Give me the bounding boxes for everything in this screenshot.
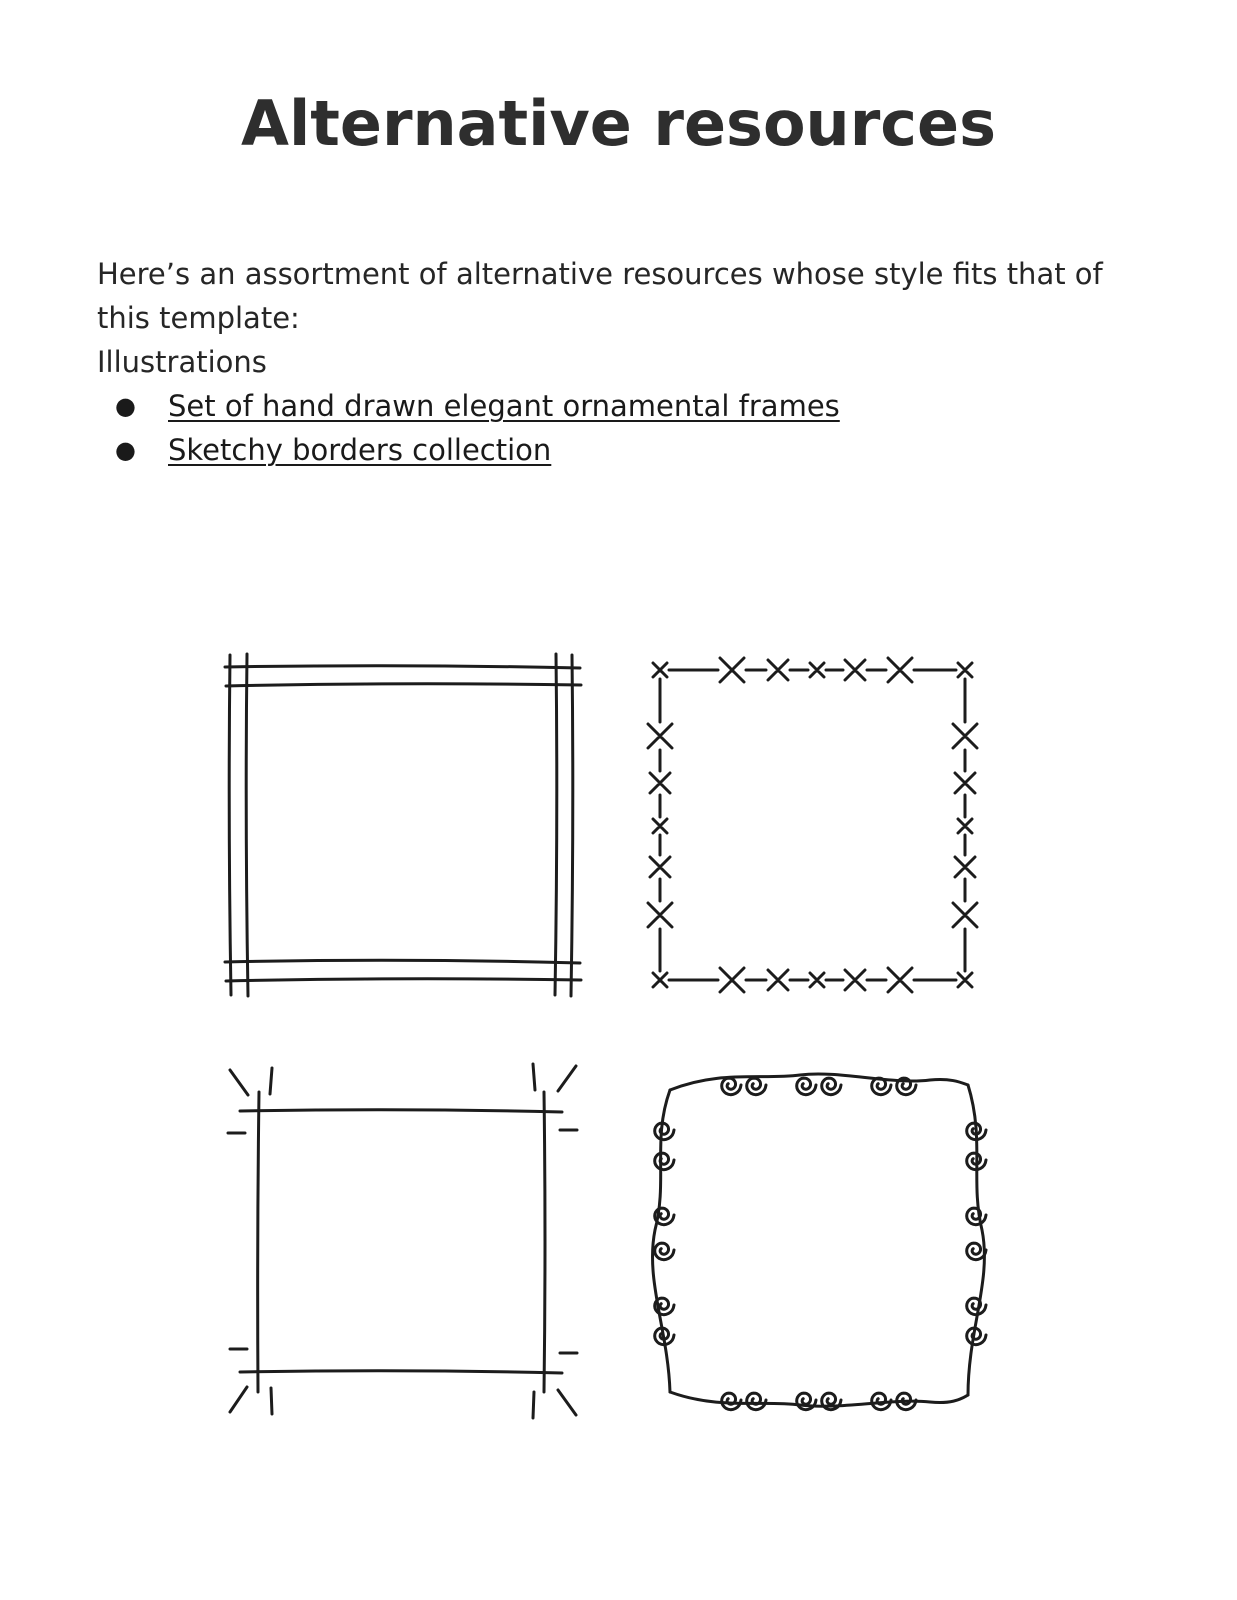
swirl-ornament (747, 1078, 766, 1095)
cross-stitch-frame (648, 658, 977, 992)
swirl-ornament (822, 1078, 841, 1095)
link-ornamental-frames[interactable]: Set of hand drawn elegant ornamental frames (168, 389, 840, 423)
swirl-ornament (655, 1123, 674, 1140)
frame-illustrations (200, 640, 1020, 1440)
swirl-ornamental-frame (652, 1074, 986, 1410)
double-line-frame (225, 654, 581, 996)
page-title: Alternative resources (241, 87, 996, 160)
frame-illustrations-canvas (200, 640, 1020, 1440)
intro-paragraph: Here’s an assortment of alternative resources whose style fits that of this template: (97, 257, 1103, 335)
bullet-icon: ● (115, 392, 136, 420)
swirl-ornament (655, 1153, 674, 1170)
swirl-ornament (797, 1078, 816, 1095)
swirl-ornament (655, 1243, 674, 1260)
link-sketchy-borders[interactable]: Sketchy borders collection (168, 433, 552, 467)
swirl-ornament (797, 1393, 816, 1410)
swirl-ornament (967, 1328, 986, 1345)
bullet-icon: ● (115, 436, 136, 464)
swirl-ornament (967, 1208, 986, 1225)
sketchy-corner-frame (228, 1064, 577, 1418)
swirl-ornament (747, 1393, 766, 1410)
section-label-illustrations: Illustrations (97, 345, 267, 379)
swirl-ornament (722, 1078, 741, 1095)
